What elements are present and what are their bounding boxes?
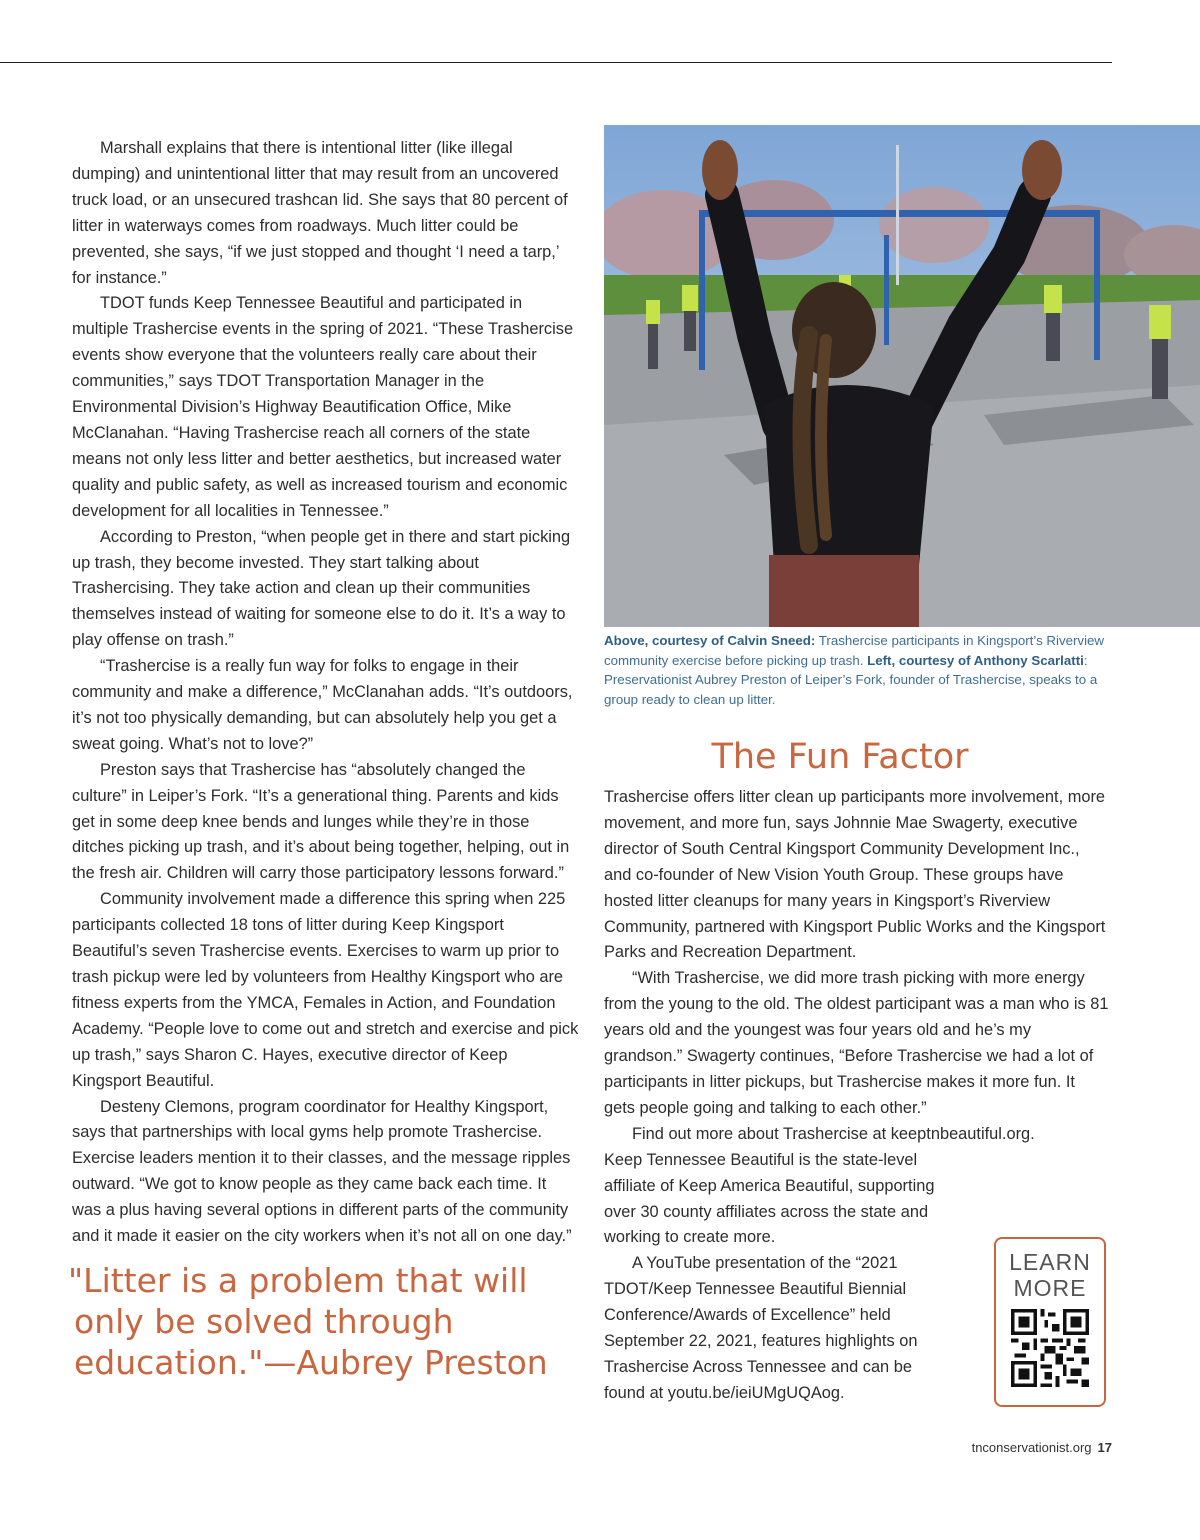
body-paragraph: Keep Tennessee Beautiful is the state-level affiliate of Keep America Beautiful, supporting over 30 county affiliates across the state and working to create more. <box>604 1150 935 1247</box>
body-paragraph: Desteny Clemons, program coordinator for Healthy Kingsport, says that partnerships with local gyms help promote Trashercise. Exercise leaders mention it to their classes, and the message ripples outward. “We got to know people as they came back each time. It was a plus having several options in different parts of the community and it made it easier on the city workers when it’s not all on one day.” <box>72 1097 572 1246</box>
top-rule <box>0 62 1112 63</box>
body-paragraph: A YouTube presentation of the “2021 TDOT/Keep Tennessee Beautiful Biennial Conference/Awards of Excellence” held September 22, 2021, features highlights on Trashercise Across Tennessee and can be found at youtu.be/ieiUMgUQAog. <box>604 1254 918 1402</box>
learn-more-label <box>996 1249 1104 1301</box>
page-number: 17 <box>1097 1440 1112 1455</box>
caption-text: : Preservationist Aubrey Preston of Leiper’s Fork, founder of Trashercise, speaks to a group ready to clean up litter. <box>604 652 1098 707</box>
pull-quote: "Litter is a problem that will only be solved through education."—Aubrey Preston <box>68 1260 548 1382</box>
body-paragraph: Marshall explains that there is intentional litter (like illegal dumping) and unintentional litter that may result from an uncovered truck load, or an unsecured trashcan lid. She says that 80 percent of litter in waterways comes from roadways. Much litter could be prevented, she says, “if we just stopped and thought ‘I need a tarp,’ for instance.” <box>72 139 568 287</box>
caption-credit: Left, courtesy of Anthony Scarlatti <box>867 652 1084 668</box>
caption-text: Trashercise participants in Kingsport’s Riverview community exercise before picking up trash. <box>604 633 1105 668</box>
body-paragraph: Trashercise offers litter clean up participants more involvement, more movement, and more fun, says Johnnie Mae Swagerty, executive director of South Central Kingsport Community Development Inc., and co-founder of New Vision Youth Group. These groups have hosted litter cleanups for many years in Kingsport’s Riverview Community, partnered with Kingsport Public Works and the Kingsport Parks and Recreation Department. <box>604 788 1106 962</box>
body-paragraph: Community involvement made a difference this spring when 225 participants collected 18 tons of litter during Keep Kingsport Beautiful’s seven Trashercise events. Exercises to warm up prior to trash pickup were led by volunteers from Healthy Kingsport who are fitness experts from the YMCA, Females in Action, and Foundation Academy. “People love to come out and stretch and exercise and pick up trash,” says Sharon C. Hayes, executive director of Keep Kingsport Beautiful. <box>72 890 579 1090</box>
body-paragraph: “Trashercise is a really fun way for folks to engage in their community and make a difference,” McClanahan adds. “It’s outdoors, it’s not too physically demanding, but can absolutely help you get a sweat going. What’s not to love?” <box>72 657 573 753</box>
learn-more-line: MORE <box>1013 1275 1087 1301</box>
trashercise-photo <box>604 125 1200 627</box>
learn-more-box[interactable] <box>994 1237 1106 1407</box>
body-paragraph: TDOT funds Keep Tennessee Beautiful and participated in multiple Trashercise events in the spring of 2021. “These Trashercise events show everyone that the volunteers really care about their communities,” says TDOT Transportation Manager in the Environmental Division’s Highway Beautification Office, Mike McClanahan. “Having Trashercise reach all corners of the state means not only less litter and better aesthetics, but increased water quality and public safety, as well as increased tourism and economic development for all localities in Tennessee.” <box>72 294 574 520</box>
body-paragraph: Find out more about Trashercise at keeptnbeautiful.org. <box>632 1124 1035 1143</box>
learn-more-line: LEARN <box>1009 1249 1091 1275</box>
left-column <box>68 136 580 1383</box>
page-footer <box>972 1440 1112 1455</box>
body-paragraph: According to Preston, “when people get in there and start picking up trash, they become invested. They start talking about Trashercising. They take action and clean up their communities themselves instead of waiting for someone else to do it. It’s a way to play offense on trash.” <box>72 527 571 650</box>
section-title: The Fun Factor <box>711 737 969 777</box>
body-paragraph: Preston says that Trashercise has “absolutely changed the culture” in Leiper’s Fork. “It’s a generational thing. Parents and kids get in some deep knee bends and lunges while they’re in those ditches picking up trash, and it’s about being together, helping, out in the fresh air. Children will carry those participatory lessons forward.” <box>72 760 570 883</box>
photo-caption <box>604 631 1109 709</box>
body-paragraph: “With Trashercise, we did more trash picking with more energy from the young to the old. The oldest participant was a man who is 81 years old and the youngest was four years old and he’s my grandson.” Swagerty continues, “Before Trashercise we had a lot of participants in litter pickups, but Trashercise makes it more fun. It gets people going and talking to each other.” <box>604 969 1109 1117</box>
caption-credit: Above, courtesy of Calvin Sneed: <box>604 633 816 648</box>
footer-site: tnconservationist.org <box>971 1440 1092 1455</box>
qr-code-icon[interactable] <box>1011 1309 1089 1387</box>
